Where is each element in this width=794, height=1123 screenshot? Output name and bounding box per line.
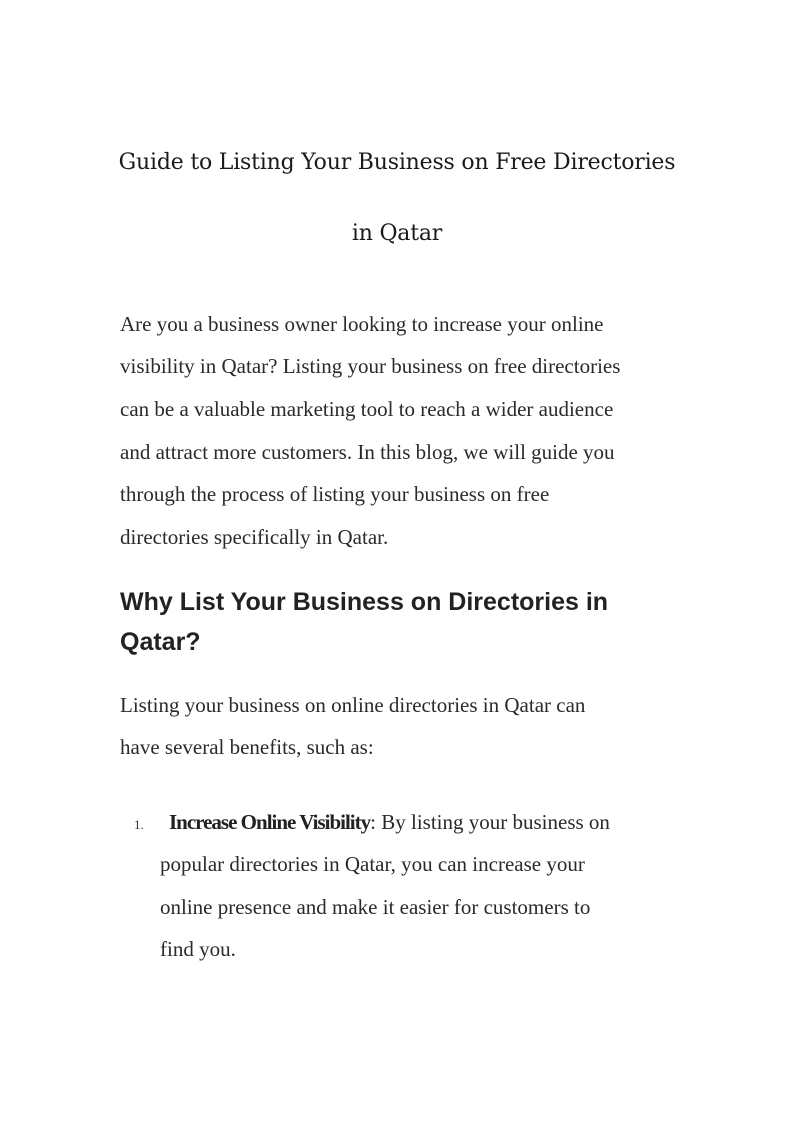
- section-paragraph-line: have several benefits, such as:: [120, 735, 374, 759]
- list-item-first-line: [169, 810, 610, 835]
- section-heading-line-2: Qatar?: [120, 628, 201, 656]
- intro-paragraph-line: directories specifically in Qatar.: [120, 525, 389, 549]
- list-item-text-line: online presence and make it easier for customers to: [160, 895, 591, 919]
- intro-paragraph-line: through the process of listing your business on free: [120, 482, 550, 506]
- section-heading-line-1: Why List Your Business on Directories in: [120, 588, 609, 616]
- intro-paragraph-line: Are you a business owner looking to increase your online: [120, 312, 604, 336]
- intro-paragraph-line: can be a valuable marketing tool to reach a wider audience: [120, 397, 614, 421]
- list-item-number: 1.: [134, 817, 144, 832]
- list-item-text: : By listing your business on: [370, 810, 610, 834]
- intro-paragraph-line: and attract more customers. In this blog, we will guide you: [120, 440, 615, 464]
- document-title-line-1: Guide to Listing Your Business on Free Directories: [118, 150, 676, 175]
- document-title-line-2: in Qatar: [351, 221, 443, 246]
- list-item-text-line: find you.: [160, 937, 236, 961]
- intro-paragraph-line: visibility in Qatar? Listing your business on free directories: [120, 354, 621, 378]
- section-paragraph-line: Listing your business on online directories in Qatar can: [120, 693, 586, 717]
- list-item-term: Increase Online Visibility: [169, 810, 371, 834]
- list-item-text-line: popular directories in Qatar, you can increase your: [160, 852, 585, 876]
